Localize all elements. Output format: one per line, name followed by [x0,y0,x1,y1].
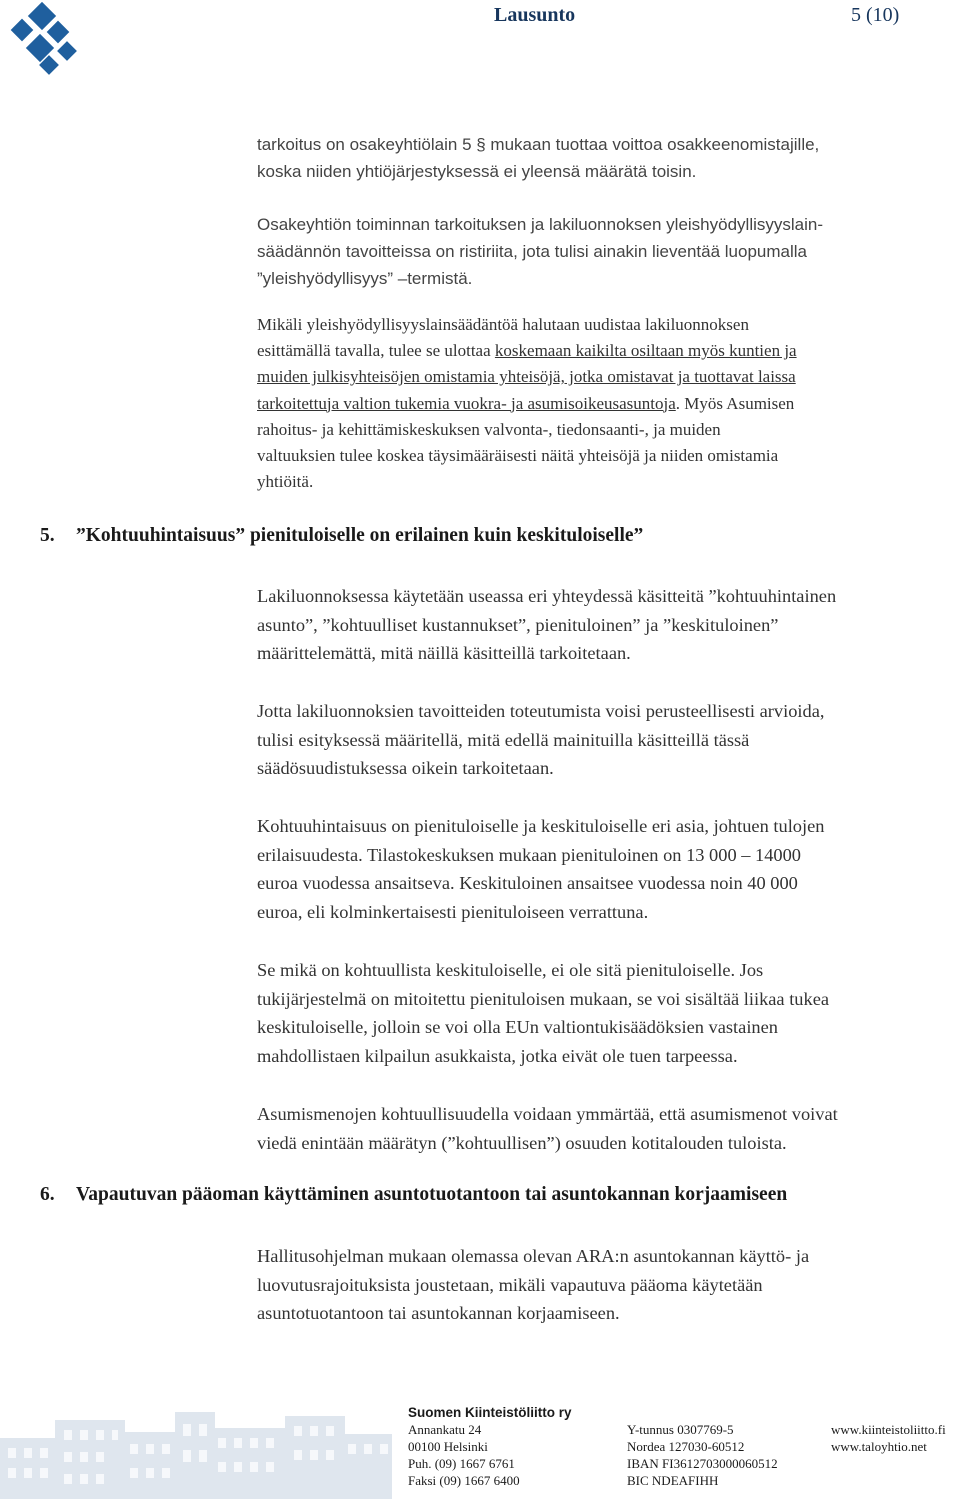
footer-org: Suomen Kiinteistöliitto ry [408,1405,572,1420]
text-line: asuntotuotantoon tai asuntokannan korjaamiseen. [257,1303,620,1323]
footer-address [408,1404,572,1489]
footer-link-kiinteistoliitto[interactable]: www.kiinteistoliitto.fi [831,1422,946,1437]
footer-bic: BIC NDEAFIHH [627,1473,719,1488]
underlined-text: muiden julkisyhteisöjen omistamia yhteisöjä, jotka omistavat ja tuottavat laissa [257,367,796,387]
paragraph-housing-costs [257,1100,957,1157]
section-number: 5. [40,525,55,546]
footer-ytunnus: Y-tunnus 0307769-5 [627,1422,734,1437]
text-line: tarkoitus on osakeyhtiölain 5 § mukaan tuottaa voittoa osakkeenomistajille, [257,135,820,154]
paragraph-capital [257,1242,957,1328]
text-line: luovutusrajoituksista joustetaan, mikäli vapautuva pääoma käytetään [257,1274,763,1295]
text-segment: esittämällä tavalla, tulee se ulottaa [257,341,495,361]
text-line: Lakiluonnoksessa käytetään useassa eri yhteydessä käsitteitä ”kohtuuhintainen [257,586,837,606]
underlined-text: koskemaan kaikilta osiltaan myös kuntien ja [494,341,797,361]
text-line: mahdollistaen kilpailun asukkaista, jotka eivät ole tuen tarpeessa. [257,1045,738,1066]
paragraph-subsidy [257,956,957,1070]
paragraph-income [257,812,957,926]
footer-bank [627,1421,778,1489]
text-line: euroa, eli kolminkertaisesti pienituloiseen verrattuna. [257,901,649,922]
text-line: Mikäli yleishyödyllisyyslainsäädäntöä halutaan uudistaa lakiluonnoksen [257,315,749,334]
text-line [257,391,957,417]
footer-web [831,1421,946,1455]
text-line: asunto”, ”kohtuulliset kustannukset”, pienituloinen” ja ”keskituloinen” [257,614,779,635]
footer-phone: Puh. (09) 1667 6761 [408,1456,515,1471]
section-title: ”Kohtuuhintaisuus” pienituloiselle on erilainen kuin keskituloiselle” [76,525,644,546]
footer-link-taloyhtio[interactable]: www.taloyhtio.net [831,1439,927,1454]
paragraph-definitions [257,697,957,783]
paragraph-conflict [257,211,957,292]
text-line: erilaisuudesta. Tilastokeskuksen mukaan pienituloinen on 13 000 – 14000 [257,844,802,865]
text-line: rahoitus- ja kehittämiskeskuksen valvonta-, tiedonsaanti-, ja muiden [257,419,721,439]
footer-iban: IBAN FI3612703000060512 [627,1456,778,1471]
underlined-text: tarkoitettuja valtion tukemia vuokra- ja asumisoikeusasuntoja [257,393,676,413]
text-line: ”yleishyödyllisyys” –termistä. [257,269,473,288]
text-line: viedä enintään määrätyn (”kohtuullisen”) osuuden kotitalouden tuloista. [257,1132,787,1153]
section-number: 6. [40,1184,55,1205]
footer-postal: 00100 Helsinki [408,1439,488,1454]
text-line: euroa vuodessa ansaitseva. Keskituloinen ansaitsee vuodessa noin 40 000 [257,873,798,893]
section-title: Vapautuvan pääoman käyttäminen asuntotuotantoon tai asuntokannan korjaamiseen [76,1184,788,1205]
text-line: säädösuudistuksessa oikein tarkoitetaan. [257,758,554,778]
text-line: Asumismenojen kohtuullisuudella voidaan ymmärtää, että asumismenot voivat [257,1104,838,1124]
footer-street: Annankatu 24 [408,1422,482,1437]
text-line: keskituloiselle, jolloin se voi olla EUn valtiontukisäädöksien vastainen [257,1017,778,1037]
building-skyline-image [0,1398,392,1499]
footer-fax: Faksi (09) 1667 6400 [408,1473,520,1488]
text-line: Se mikä on kohtuullista keskituloiselle, ei ole sitä pienituloiselle. Jos [257,960,764,980]
kiinteistoliitto-logo [2,2,86,86]
text-line: Osakeyhtiön toiminnan tarkoituksen ja lakiluonnoksen yleishyödyllisyyslain- [257,215,824,234]
document-title: Lausunto [494,4,576,26]
footer-bank-account: Nordea 127030-60512 [627,1439,745,1454]
text-line: tukijärjestelmä on mitoitettu pienituloisen mukaan, se voi sisältää liikaa tukea [257,988,830,1009]
text-line: Jotta lakiluonnoksien tavoitteiden toteutumista voisi perusteellisesti arvioida, [257,701,825,721]
section-heading-6 [40,1184,940,1214]
text-line: säädännön tavoitteissa on ristiriita, jota tulisi ainakin lieventää luopumalla [257,242,807,261]
text-segment: . Myös Asumisen [675,393,795,413]
section-heading-5 [40,525,940,555]
text-line: määrittelemättä, mitä näillä käsitteillä tarkoitetaan. [257,643,631,663]
text-line: tulisi esityksessä määritellä, mitä edellä mainituilla käsitteillä tässä [257,729,750,750]
page-number: 5 (10) [851,4,900,26]
text-line: koska niiden yhtiöjärjestyksessä ei yleensä määrätä toisin. [257,162,697,181]
text-line: valtuuksien tulee koskea täysimääräisesti näitä yhteisöjä ja niiden omistamia [257,446,779,466]
text-line [257,338,957,364]
text-line: yhtiöitä. [257,472,314,492]
text-line: Kohtuuhintaisuus on pienituloiselle ja keskituloiselle eri asia, johtuen tulojen [257,816,825,836]
paragraph-extension [257,312,957,495]
paragraph-concepts [257,582,957,668]
text-line: Hallitusohjelman mukaan olemassa olevan ARA:n asuntokannan käyttö- ja [257,1246,810,1266]
paragraph-purpose [257,131,957,185]
